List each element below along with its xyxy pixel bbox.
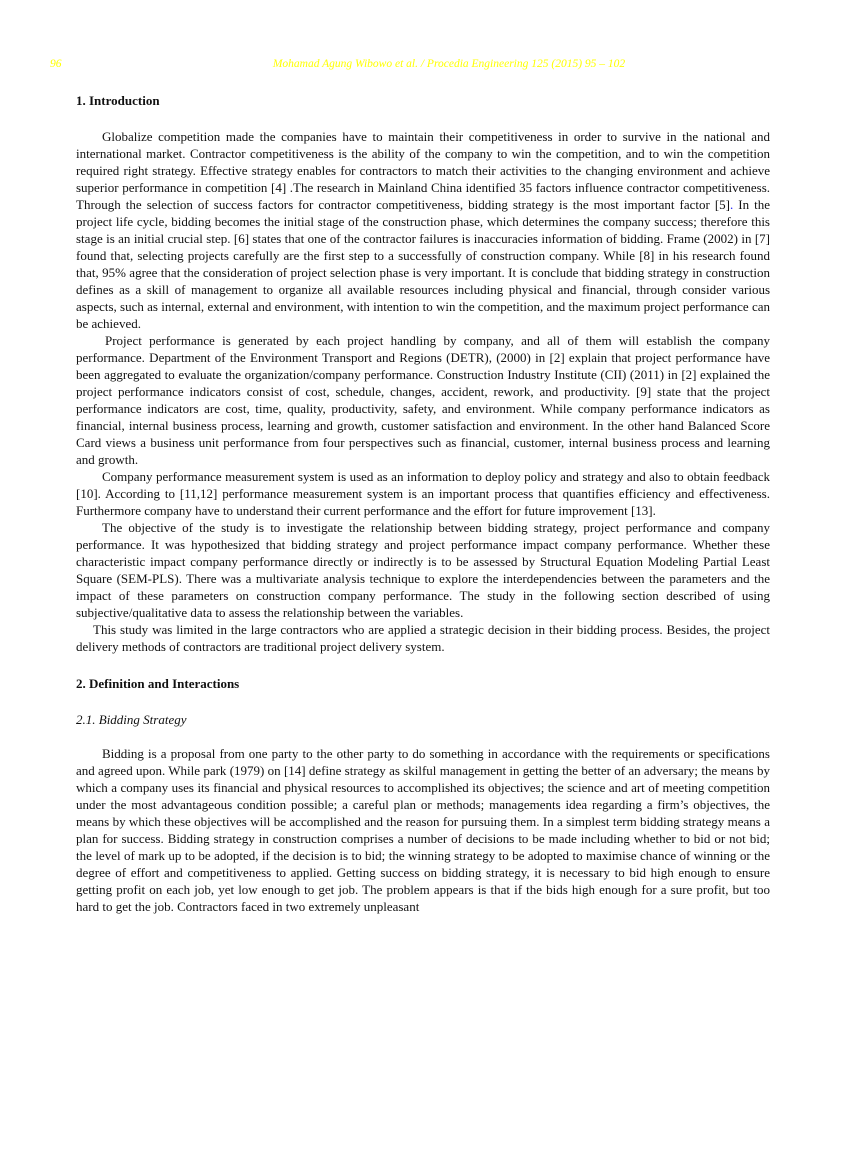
intro-paragraph-1-text: Globalize competition made the companies have to maintain their competitiveness in order to survive in the national and international market. Contractor competitiveness is the ability of the company to win the competition, and to win the competition required right strategy. Effective strategy enables for contractors to match their activities to the changing environment and achieve superior performance in competition [4] .The research in Mainland China identified 35 factors influence contractor competitiveness. Through the selection of success factors for contractor competitiveness, bidding strategy is the most important factor [5]: [76, 129, 770, 212]
bidding-paragraph-1: Bidding is a proposal from one party to the other party to do something in accordance with the requirements or specifications and agreed upon. While park (1979) on [14] define strategy as skilful management in getting the better of an adversary; the means by which a company uses its financial and physical resources to accomplished its objectives; the science and art of meeting competition under the most advantageous condition possible; a careful plan or methods; managements idea regarding a firm’s objectives, the means by which these objectives will be accomplished and the reason for pursuing them. In a simplest term bidding strategy means a plan for success. Bidding strategy in construction comprises a number of decisions to be made including whether to bid or not bid; the level of mark up to be adopted, if the decision is to bid; the winning strategy to be adopted to maximise chance of winning or the degree of effort and competitiveness to applied. Getting success on bidding strategy, it is necessary to bid high enough to ensure getting profit on each job, yet low enough to get job. The problem appears is that if the bids high enough for a sure profit, but too hard to get the job. Contractors faced in two extremely unpleasant: [76, 746, 770, 914]
subsection-heading-bidding-strategy: 2.1. Bidding Strategy: [76, 712, 187, 727]
link-marker: .: [730, 197, 734, 212]
intro-paragraph-5: This study was limited in the large contractors who are applied a strategic decision in their bidding process. Besides, the project delivery methods of contractors are traditional project delivery system.: [76, 622, 770, 654]
section-heading-definition: 2. Definition and Interactions: [76, 676, 240, 691]
running-header: [0, 58, 846, 74]
intro-paragraph-1: [76, 128, 770, 332]
intro-paragraph-4: The objective of the study is to investigate the relationship between bidding strategy, project performance and company performance. It was hypothesized that bidding strategy and project performance impact company performance. Whether these characteristic impact company performance directly or indirectly is to be assessed by Structural Equation Modeling Partial Least Square (SEM-PLS). There was a multivariate analysis technique to explore the interdependencies between the parameters and the impact of these parameters on construction company performance. The study in the following section described of using subjective/qualitative data to assess the relationship between the variables.: [76, 520, 770, 620]
page-number: 96: [50, 58, 62, 70]
section-heading-introduction: 1. Introduction: [76, 93, 160, 108]
intro-paragraph-2: Project performance is generated by each project handling by company, and all of them will establish the company performance. Department of the Environment Transport and Regions (DETR), (2000) in [2] explain that project performance have been aggregated to evaluate the organization/company performance. Construction Industry Institute (CII) (2011) in [2] explained the project performance indicators consist of cost, schedule, changes, accident, rework, and productivity. [9] state that the project performance indicators are cost, time, quality, productivity, safety, and environment. While company performance indicators as financial, internal business process, learning and growth, customer satisfaction and environment. In the other hand Balanced Score Card views a business unit performance from four perspectives such as financial, customer, internal business process and learning and growth.: [76, 333, 770, 467]
intro-paragraph-3: Company performance measurement system is used as an information to deploy policy and strategy and also to obtain feedback [10]. According to [11,12] performance measurement system is an important process that quantifies efficiency and effectiveness. Furthermore company have to understand their current performance and the effort for future improvement [13].: [76, 469, 770, 518]
article-body: [76, 92, 770, 915]
intro-paragraph-1-continuation: In the project life cycle, bidding becomes the initial stage of the construction phase, which determines the company success; therefore this stage is an initial crucial step. [6] states that one of the contractor failures is inaccuracies information of bidding. Frame (2002) in [7] found that, selecting projects carefully are the first step to a successfully of construction company. While [8] in his research found that, 95% agree that the consideration of project selection phase is very important. It is conclude that bidding strategy in construction defines as a skill of management to organize all available resources including physical and financial, through consider various aspects, such as internal, external and environment, with intention to win the competition, and the maximum project performance can be achieved.: [76, 197, 771, 331]
journal-citation: Mohamad Agung Wibowo et al. / Procedia Engineering 125 (2015) 95 – 102: [272, 58, 626, 70]
